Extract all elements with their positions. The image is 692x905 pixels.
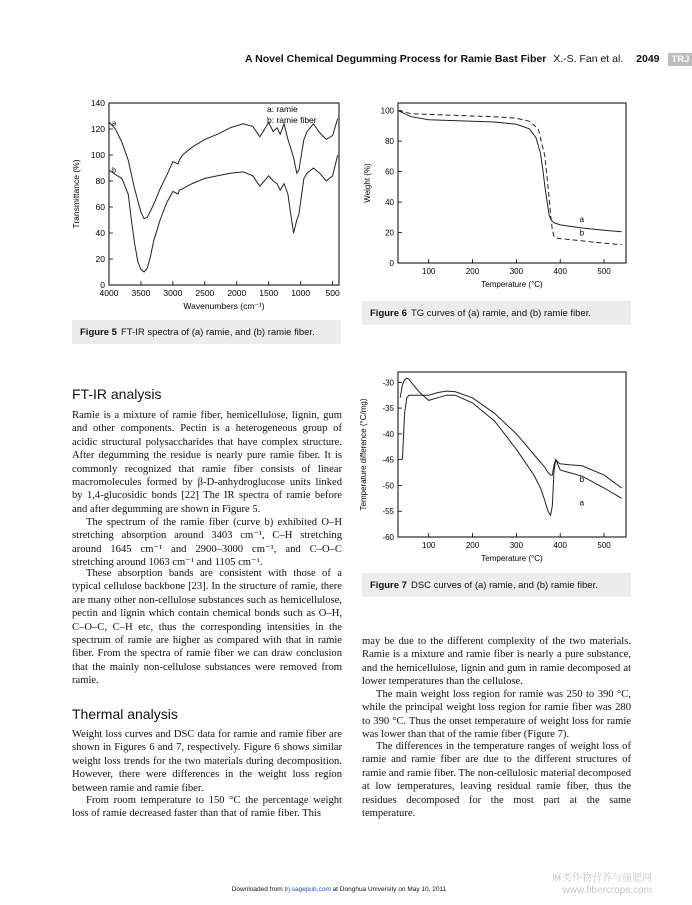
legend-entry: a: ramie <box>267 104 298 114</box>
series-line-b <box>398 111 622 245</box>
ftir-paragraph-2: The spectrum of the ramie fiber (curve b) exhibited O–H stretching absorption around 3403 cm⁻¹, C–H stretching around 1645 cm⁻¹ and 2900–3000 cm⁻¹, and C–O–C stretching around 1063 cm⁻¹ and 1105 cm⁻¹. <box>72 517 342 569</box>
figure-5-label: Figure 5 <box>80 326 117 338</box>
figure-5-ftir-chart <box>66 95 352 313</box>
series-line-a <box>400 378 621 515</box>
y-tick-label: 100 <box>90 150 105 160</box>
series-line-a <box>110 119 338 219</box>
x-tick-label: 2000 <box>227 288 247 298</box>
series-label-a: a <box>579 498 585 508</box>
y-tick-label: -50 <box>382 481 394 491</box>
running-header <box>245 53 692 66</box>
x-tick-label: 500 <box>325 288 340 298</box>
plot-frame <box>398 103 626 263</box>
section-heading-thermal: Thermal analysis <box>72 706 178 722</box>
x-tick-label: 300 <box>509 267 524 276</box>
figure-7-text: DSC curves of (a) ramie, and (b) ramie fiber. <box>410 579 598 591</box>
x-tick-label: 400 <box>553 541 567 550</box>
thermal-paragraph-2: From room temperature to 150 °C the percentage weight loss of ramie decreased faster than that of ramie fiber. This <box>72 795 342 820</box>
footer-prefix: Downloaded from <box>231 886 283 893</box>
y-tick-label: 20 <box>95 254 105 264</box>
x-tick-label: 500 <box>597 541 611 550</box>
series-line-a <box>398 111 622 232</box>
series-line-b <box>110 155 338 272</box>
x-tick-label: 100 <box>422 267 436 276</box>
header-authors: X.-S. Fan et al. <box>553 53 624 65</box>
y-tick-label: 0 <box>389 259 394 268</box>
y-tick-label: 60 <box>95 202 105 212</box>
x-tick-label: 4000 <box>99 288 119 298</box>
y-tick-label: -35 <box>382 404 394 414</box>
x-tick-label: 200 <box>465 267 480 276</box>
x-axis-label: Temperature (°C) <box>481 280 543 289</box>
y-axis-label: Transmittance (%) <box>71 159 81 229</box>
figure-7-caption <box>362 573 631 597</box>
series-label-a: a <box>579 214 585 224</box>
figure-7-dsc-chart <box>360 364 635 568</box>
right-paragraph-2: The main weight loss region for ramie was 250 to 390 °C, while the principal weight loss region for ramie fiber was 280 to 390 °C. Thus the onset temperature of weight loss for ramie was lower than that of the ramie fiber (Figure 7). <box>362 689 631 741</box>
x-tick-label: 3000 <box>163 288 183 298</box>
y-tick-label: -40 <box>382 429 394 439</box>
watermark-line-2: www.fibercrops.com <box>562 885 652 896</box>
y-tick-label: 140 <box>90 98 105 108</box>
x-axis-label: Temperature (°C) <box>481 554 543 563</box>
x-tick-label: 1500 <box>259 288 279 298</box>
page-number: 2049 <box>636 53 660 65</box>
y-axis-label: Weight (%) <box>363 163 372 203</box>
footer-suffix: at Donghua University on May 10, 2011 <box>332 886 447 893</box>
thermal-paragraph-1: Weight loss curves and DSC data for ramie and ramie fiber are shown in Figures 6 and 7, respectively. Figure 6 shows similar weight loss trends for the two materials during decomposition. However, there were differences in the weight loss region between ramie and ramie fiber. <box>72 729 342 794</box>
y-tick-label: 120 <box>90 124 105 134</box>
x-tick-label: 3500 <box>131 288 151 298</box>
series-label-b: b <box>112 165 117 175</box>
series-label-b: b <box>579 475 585 485</box>
x-tick-label: 300 <box>509 541 524 550</box>
plot-frame <box>109 103 339 285</box>
figure-5-text: FT-IR spectra of (a) ramie, and (b) ramie fiber. <box>120 326 315 338</box>
figure-6-text: TG curves of (a) ramie, and (b) ramie fiber. <box>410 307 591 319</box>
x-tick-label: 1000 <box>291 288 311 298</box>
y-tick-label: 60 <box>385 167 394 177</box>
y-tick-label: -30 <box>382 378 394 388</box>
y-tick-label: 80 <box>385 137 394 147</box>
figure-5-caption <box>72 320 341 344</box>
plot-frame <box>398 372 626 537</box>
journal-badge: TRJ <box>668 53 692 66</box>
x-tick-label: 100 <box>422 541 436 550</box>
ftir-paragraph-3: These absorption bands are consistent with those of a typical cellulose backbone [23]. In the structure of ramie, there are many other non-cellulose substances such as hemicellulose, pectin and lignin which contain chemical bonds such as O–H, C–O–C, C–H etc, thus the corresponding intensities in the spectrum of ramie are higher as compared with that in ramie fiber. From the spectra of ramie fiber we can draw conclusion that the mainly non-cellulose substances were removed from ramie. <box>72 568 342 687</box>
figure-6-label: Figure 6 <box>370 307 407 319</box>
y-tick-label: 80 <box>95 176 105 186</box>
right-paragraph-3: The differences in the temperature ranges of weight loss of ramie and ramie fiber are due to the different structures of ramie and ramie fiber. The non-cellulosic material decomposed at low temperatures, leaving residual ramie fiber, thus the residues decomposed for the most part at the same temperature. <box>362 741 631 820</box>
y-tick-label: -55 <box>382 507 394 517</box>
x-tick-label: 400 <box>553 267 567 276</box>
y-tick-label: 40 <box>95 228 105 238</box>
watermark-line-1: 麻类作物营养与施肥网 <box>552 873 652 884</box>
figure-6-tg-chart <box>360 95 635 295</box>
right-paragraph-1: may be due to the different complexity of the two materials. Ramie is a mixture and ramie fiber is nearly a pure substance, and the hemicellulose, lignin and gum in ramie decomposed at lower temperatures than the cellulose. <box>362 636 631 688</box>
y-tick-label: 100 <box>380 106 394 116</box>
x-tick-label: 500 <box>597 267 611 276</box>
legend-entry: b: ramie fiber <box>267 115 317 125</box>
y-tick-label: 0 <box>100 280 105 290</box>
series-label-b: b <box>579 228 585 238</box>
header-title: A Novel Chemical Degumming Process for Ramie Bast Fiber <box>245 53 547 65</box>
ftir-paragraph-1: Ramie is a mixture of ramie fiber, hemicellulose, lignin, gum and other components. Pectin is a heterogeneous group of acidic structural polysaccharides that have complex structure. After degumming the residue is nearly pure ramie fiber. It is commonly recognized that ramie fiber consists of linear macromolecules formed by β-D-anhydroglucose units linked by 1,4-glucosidic bonds [22] The IR spectra of ramie before and after degumming are shown in Figure 5. <box>72 410 342 515</box>
y-axis-label: Temperature difference (°C/mg) <box>359 398 368 511</box>
figure-7-label: Figure 7 <box>370 579 407 591</box>
x-tick-label: 200 <box>465 541 480 550</box>
x-tick-label: 2500 <box>195 288 215 298</box>
y-tick-label: -60 <box>382 533 394 542</box>
watermark <box>552 873 652 897</box>
figure-6-caption <box>362 301 631 325</box>
section-heading-ftir: FT-IR analysis <box>72 386 162 402</box>
footer-link[interactable]: trj.sagepub.com <box>284 886 331 893</box>
y-tick-label: -45 <box>382 455 394 465</box>
series-label-a: a <box>112 118 117 128</box>
series-line-b <box>402 391 621 488</box>
y-tick-label: 40 <box>385 198 394 208</box>
y-tick-label: 20 <box>385 228 394 238</box>
x-axis-label: Wavenumbers (cm⁻¹) <box>183 301 265 311</box>
